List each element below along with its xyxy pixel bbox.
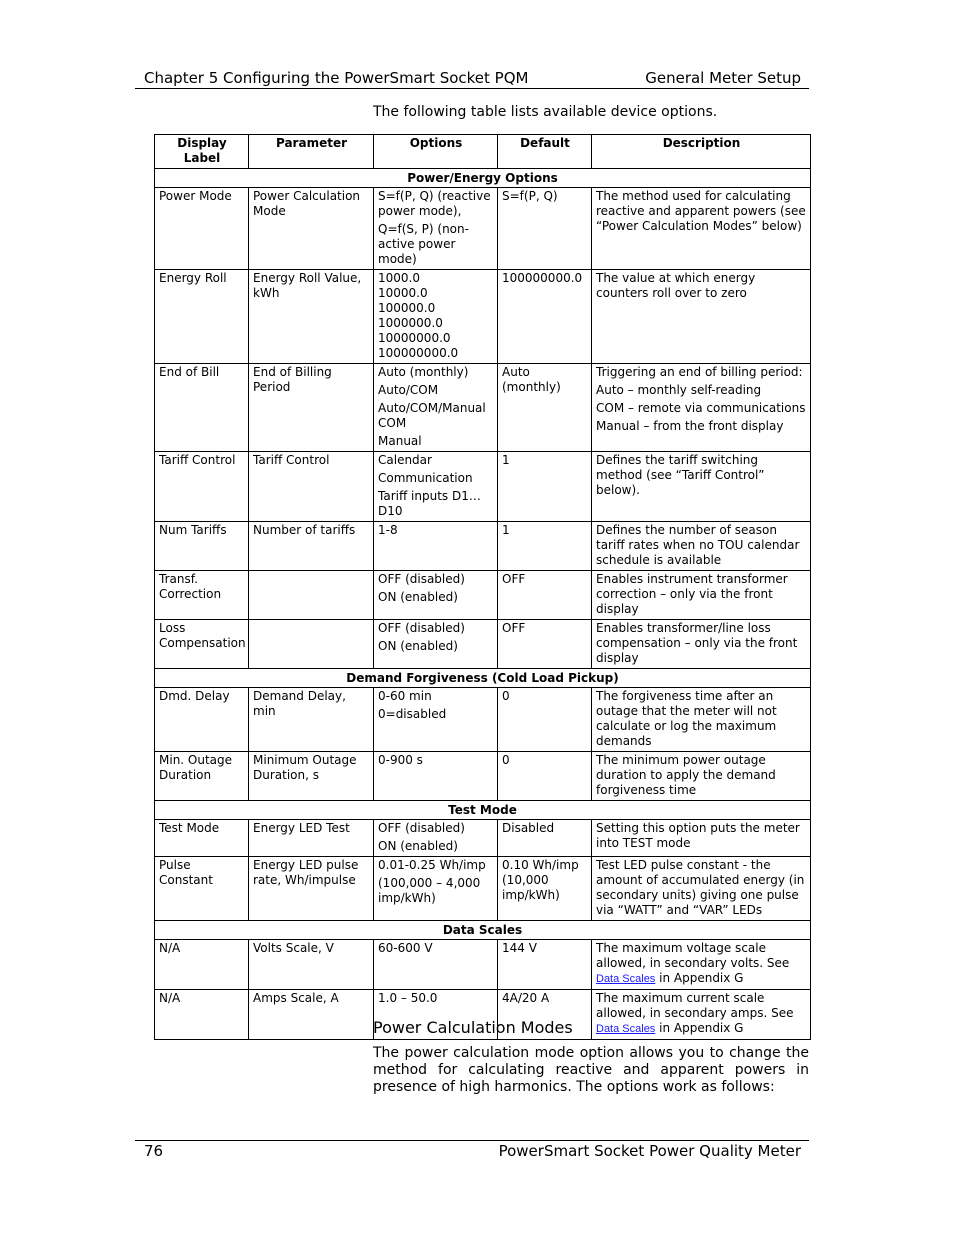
cell-text: Pulse Constant [159, 858, 213, 887]
cell-text: Loss Compensation [159, 621, 246, 650]
cell-text: 1 [502, 523, 510, 537]
cell-default [498, 571, 592, 620]
cell-text: Power Mode [159, 189, 232, 203]
cell-text: The value at which energy counters roll over to zero [596, 271, 756, 300]
cell-text: 100000.0 [378, 301, 436, 315]
cell-options [374, 364, 498, 452]
cell-description [592, 452, 811, 522]
cell-text: Auto – monthly self-reading [596, 383, 762, 397]
cell-text: 1000.0 [378, 271, 420, 285]
section-row [155, 801, 811, 820]
header-description: Description [592, 135, 811, 169]
cell-default [498, 752, 592, 801]
page-footer [135, 1140, 809, 1163]
cell-default [498, 688, 592, 752]
cell-text: The maximum current scale allowed, in secondary amps. See [596, 991, 794, 1020]
cell-text: Energy Roll [159, 271, 227, 285]
cell-text: ON (enabled) [378, 590, 458, 604]
cell-text: 0-900 s [378, 753, 423, 767]
cell-display-label [155, 940, 249, 990]
cell-display-label [155, 620, 249, 669]
table-row [155, 188, 811, 270]
cell-text: Min. Outage Duration [159, 753, 233, 782]
cell-default [498, 940, 592, 990]
cell-text: OFF [502, 621, 526, 635]
cell-description [592, 940, 811, 990]
cell-text: Minimum Outage Duration, s [253, 753, 357, 782]
cell-text: (100,000 – 4,000 imp/kWh) [378, 876, 481, 905]
cell-text: S=f(P, Q) [502, 189, 558, 203]
cell-default [498, 364, 592, 452]
cell-options [374, 188, 498, 270]
cell-text: Triggering an end of billing period: [596, 365, 803, 379]
table-body [155, 169, 811, 1040]
cell-text: Test Mode [159, 821, 220, 835]
header-parameter: Parameter [249, 135, 374, 169]
cell-text: Energy LED Test [253, 821, 350, 835]
table-row [155, 364, 811, 452]
cell-options [374, 522, 498, 571]
cell-default [498, 522, 592, 571]
cell-text: Tariff inputs D1…D10 [378, 489, 481, 518]
device-options-table [154, 134, 811, 1040]
cell-description [592, 990, 811, 1040]
header-options: Options [374, 135, 498, 169]
cell-text [596, 1021, 807, 1037]
cell-display-label [155, 571, 249, 620]
cell-parameter [249, 364, 374, 452]
cell-description [592, 620, 811, 669]
body-paragraph: The power calculation mode option allows you to change the method for calculating reactive and apparent powers in presence of high harmonics. The options work as follows: [373, 1045, 809, 1095]
cell-text: N/A [159, 991, 181, 1005]
cell-text: Auto (monthly) [502, 365, 561, 394]
cell-text: Auto/COM/Manual COM [378, 401, 486, 430]
data-scales-link[interactable]: Data Scales [596, 1023, 656, 1035]
section-title: Test Mode [155, 801, 811, 820]
table-row [155, 688, 811, 752]
cell-text: 1 [502, 453, 510, 467]
cell-display-label [155, 820, 249, 857]
cell-parameter [249, 990, 374, 1040]
cell-text: Power Calculation Mode [253, 189, 361, 218]
cell-display-label [155, 452, 249, 522]
cell-default [498, 270, 592, 364]
cell-parameter [249, 752, 374, 801]
cell-text: 144 V [502, 941, 537, 955]
cell-options [374, 857, 498, 921]
cell-default [498, 620, 592, 669]
cell-text: End of Bill [159, 365, 220, 379]
table-row [155, 752, 811, 801]
cell-text: Energy LED pulse rate, Wh/impulse [253, 858, 359, 887]
section-title: Power/Energy Options [155, 169, 811, 188]
cell-description [592, 752, 811, 801]
chapter-title: Chapter 5 Configuring the PowerSmart Socket PQM [144, 69, 529, 87]
cell-text: 60-600 V [378, 941, 433, 955]
cell-text: 10000.0 [378, 286, 428, 300]
cell-text: 0=disabled [378, 707, 447, 721]
cell-description [592, 571, 811, 620]
cell-parameter [249, 188, 374, 270]
cell-text: Num Tariffs [159, 523, 227, 537]
cell-text: End of Billing Period [253, 365, 332, 394]
cell-text: OFF [502, 572, 526, 586]
cell-text: The maximum voltage scale allowed, in secondary volts. See [596, 941, 790, 970]
table-row [155, 857, 811, 921]
table-row [155, 620, 811, 669]
cell-text: S=f(P, Q) (reactive power mode), [378, 189, 491, 218]
cell-description [592, 820, 811, 857]
cell-display-label [155, 857, 249, 921]
cell-description [592, 270, 811, 364]
cell-text: OFF (disabled) [378, 621, 465, 635]
section-row [155, 169, 811, 188]
cell-display-label [155, 688, 249, 752]
cell-text: Defines the number of season tariff rates when no TOU calendar schedule is available [596, 523, 800, 567]
cell-text: Tariff Control [159, 453, 236, 467]
cell-text: The forgiveness time after an outage that the meter will not calculate or log the maximum demands [596, 689, 777, 748]
cell-text: Calendar [378, 453, 432, 467]
cell-parameter [249, 571, 374, 620]
table-row [155, 452, 811, 522]
cell-text: OFF (disabled) [378, 572, 465, 586]
subheading: Power Calculation Modes [373, 1018, 573, 1037]
table-row [155, 270, 811, 364]
cell-options [374, 270, 498, 364]
cell-default [498, 452, 592, 522]
cell-text: The minimum power outage duration to apply the demand forgiveness time [596, 753, 776, 797]
cell-text: N/A [159, 941, 181, 955]
page-number: 76 [144, 1142, 164, 1160]
table-header-row [155, 135, 811, 169]
cell-description [592, 188, 811, 270]
cell-text: 0 [502, 753, 510, 767]
section-title: Data Scales [155, 921, 811, 940]
cell-display-label [155, 752, 249, 801]
cell-options [374, 820, 498, 857]
cell-text: Test LED pulse constant - the amount of accumulated energy (in secondary units) giving one pulse via “WATT” and “VAR” LEDs [596, 858, 805, 917]
cell-text: 0 [502, 689, 510, 703]
cell-parameter [249, 270, 374, 364]
cell-text: 1000000.0 [378, 316, 443, 330]
cell-text: Enables instrument transformer correction – only via the front display [596, 572, 788, 616]
cell-text: Volts Scale, V [253, 941, 334, 955]
cell-text: Enables transformer/line loss compensation – only via the front display [596, 621, 798, 665]
cell-text: Manual – from the front display [596, 419, 784, 433]
cell-text: 10000000.0 [378, 331, 451, 345]
section-row [155, 669, 811, 688]
cell-text: 100000000.0 [502, 271, 583, 285]
cell-description [592, 522, 811, 571]
cell-parameter [249, 452, 374, 522]
footer-title: PowerSmart Socket Power Quality Meter [498, 1142, 801, 1160]
cell-parameter [249, 620, 374, 669]
section-row [155, 921, 811, 940]
cell-display-label [155, 188, 249, 270]
cell-text: Amps Scale, A [253, 991, 339, 1005]
data-scales-link[interactable]: Data Scales [596, 973, 656, 985]
cell-text: Auto/COM [378, 383, 439, 397]
cell-display-label [155, 270, 249, 364]
page-header [135, 68, 809, 89]
cell-default [498, 820, 592, 857]
cell-text: Manual [378, 434, 422, 448]
header-display-label: Display Label [155, 135, 249, 169]
cell-display-label [155, 990, 249, 1040]
cell-text: OFF (disabled) [378, 821, 465, 835]
cell-text: ON (enabled) [378, 839, 458, 853]
section-title: Demand Forgiveness (Cold Load Pickup) [155, 669, 811, 688]
cell-text: Demand Delay, min [253, 689, 346, 718]
cell-text: 1.0 – 50.0 [378, 991, 438, 1005]
cell-text: ON (enabled) [378, 639, 458, 653]
cell-parameter [249, 688, 374, 752]
cell-options [374, 452, 498, 522]
cell-text: Disabled [502, 821, 555, 835]
section-title: General Meter Setup [645, 69, 801, 87]
cell-text: Defines the tariff switching method (see “Tariff Control” below). [596, 453, 765, 497]
cell-display-label [155, 364, 249, 452]
cell-text: Number of tariffs [253, 523, 356, 537]
cell-options [374, 688, 498, 752]
cell-text: 4A/20 A [502, 991, 550, 1005]
cell-text: 0.10 Wh/imp (10,000 imp/kWh) [502, 858, 579, 902]
link-suffix: in Appendix G [655, 1021, 744, 1035]
cell-text [596, 971, 807, 987]
cell-description [592, 364, 811, 452]
table-row [155, 522, 811, 571]
table-intro: The following table lists available device options. [373, 104, 718, 120]
cell-text: 1-8 [378, 523, 398, 537]
cell-text: Dmd. Delay [159, 689, 230, 703]
cell-text: Setting this option puts the meter into TEST mode [596, 821, 800, 850]
cell-description [592, 688, 811, 752]
cell-default [498, 188, 592, 270]
cell-default [498, 857, 592, 921]
cell-options [374, 620, 498, 669]
cell-text: Tariff Control [253, 453, 330, 467]
header-default: Default [498, 135, 592, 169]
table-row [155, 940, 811, 990]
cell-parameter [249, 940, 374, 990]
cell-text: Communication [378, 471, 473, 485]
cell-text: 0.01-0.25 Wh/imp [378, 858, 486, 872]
table-row [155, 571, 811, 620]
cell-text: 0-60 min [378, 689, 432, 703]
cell-text: 100000000.0 [378, 346, 459, 360]
cell-text: Energy Roll Value, kWh [253, 271, 362, 300]
cell-display-label [155, 522, 249, 571]
table-row [155, 820, 811, 857]
cell-text: The method used for calculating reactive and apparent powers (see “Power Calculation Modes” below) [596, 189, 806, 233]
cell-options [374, 940, 498, 990]
link-suffix: in Appendix G [655, 971, 744, 985]
cell-parameter [249, 857, 374, 921]
cell-text: COM – remote via communications [596, 401, 806, 415]
cell-options [374, 571, 498, 620]
cell-parameter [249, 522, 374, 571]
cell-parameter [249, 820, 374, 857]
cell-text: Transf. Correction [159, 572, 222, 601]
cell-description [592, 857, 811, 921]
cell-text: Q=f(S, P) (non-active power mode) [378, 222, 469, 266]
cell-text: Auto (monthly) [378, 365, 469, 379]
cell-options [374, 752, 498, 801]
